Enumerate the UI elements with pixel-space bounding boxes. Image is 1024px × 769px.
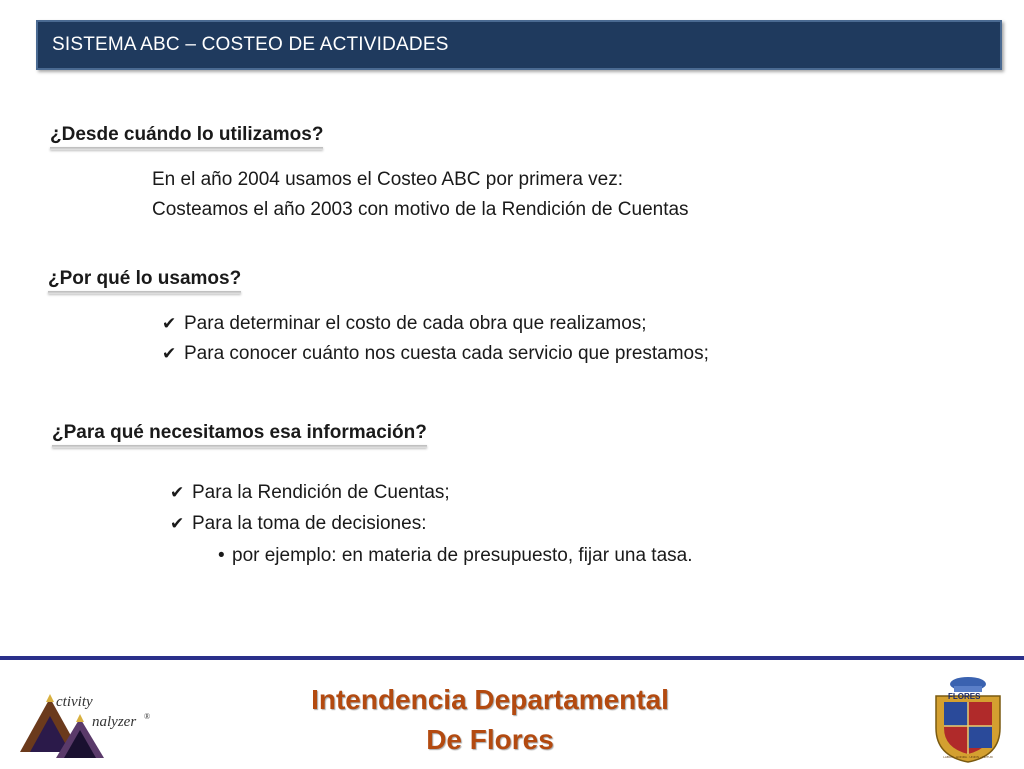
what-for-subitem xyxy=(218,545,693,567)
question-since-when xyxy=(50,124,323,150)
what-for-item-2 xyxy=(170,513,426,535)
question-why xyxy=(48,268,241,294)
bullet-icon: • xyxy=(218,545,225,566)
checkmark-icon: ✔ xyxy=(162,344,177,363)
question-what-for xyxy=(52,422,427,448)
question-since-when-text: ¿Desde cuándo lo utilizamos? xyxy=(50,124,324,145)
question-underline xyxy=(50,147,323,150)
answer-line-1: En el año 2004 usamos el Costeo ABC por primera vez: xyxy=(152,169,624,190)
flores-crest xyxy=(932,674,1004,764)
what-for-item-1 xyxy=(170,482,450,504)
logo-word-activity: ctivity xyxy=(56,694,93,710)
since-when-answer xyxy=(152,165,689,225)
crest-label: FLORES xyxy=(948,692,981,701)
checkmark-icon: ✔ xyxy=(170,514,185,533)
logo-word-analyzer: nalyzer xyxy=(92,714,137,730)
registered-mark: ® xyxy=(144,712,151,721)
slide-header-bar xyxy=(36,20,1002,70)
why-item-1 xyxy=(162,313,647,335)
why-item-1-text: Para determinar el costo de cada obra que realizamos; xyxy=(184,313,647,334)
question-what-for-text: ¿Para qué necesitamos esa información? xyxy=(52,422,427,443)
checkmark-icon: ✔ xyxy=(162,314,177,333)
question-underline xyxy=(48,291,241,294)
footer-divider xyxy=(0,656,1024,660)
coat-of-arms-icon xyxy=(932,674,1004,764)
what-for-item-1-text: Para la Rendición de Cuentas; xyxy=(192,482,450,503)
slide-title: SISTEMA ABC – COSTEO DE ACTIVIDADES xyxy=(52,34,449,55)
answer-line-2: Costeamos el año 2003 con motivo de la Rendición de Cuentas xyxy=(152,199,689,220)
checkmark-icon: ✔ xyxy=(170,483,185,502)
question-underline xyxy=(52,445,427,448)
activity-analyzer-logo xyxy=(16,688,150,760)
crest-band: LABOR · HONRA · UNION · VIRTUD xyxy=(943,755,993,759)
why-item-2-text: Para conocer cuánto nos cuesta cada servicio que prestamos; xyxy=(184,343,709,364)
footer-title-line-2: De Flores xyxy=(426,724,554,755)
why-item-2 xyxy=(162,343,709,365)
what-for-item-2-text: Para la toma de decisiones: xyxy=(192,513,427,534)
question-why-text: ¿Por qué lo usamos? xyxy=(48,268,242,289)
footer-title-line-1: Intendencia Departamental xyxy=(311,684,669,715)
what-for-subitem-text: por ejemplo: en materia de presupuesto, fijar una tasa. xyxy=(232,545,693,566)
